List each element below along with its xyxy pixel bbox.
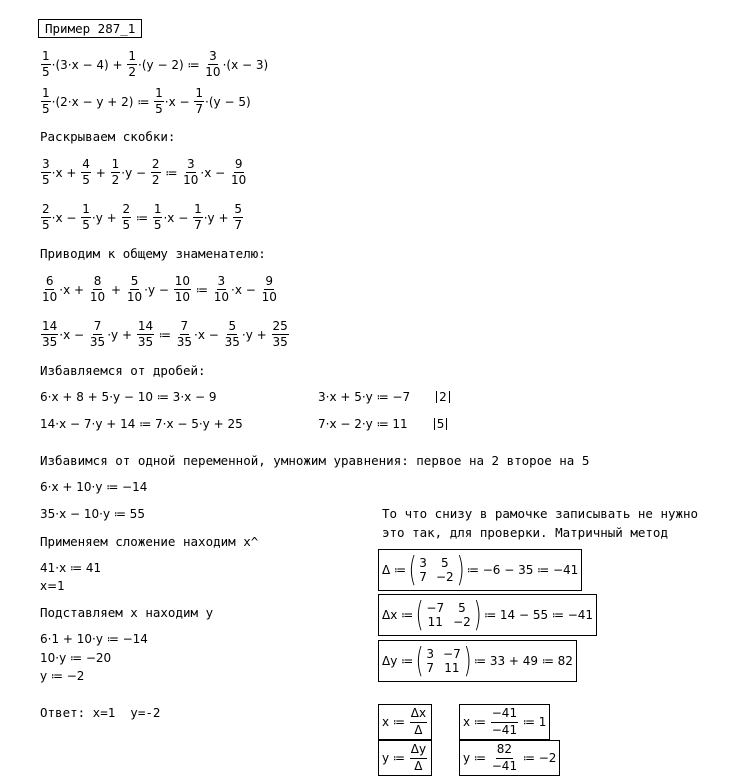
- heading-substitute: Подставляем x находим y: [40, 605, 214, 620]
- heading-open-brackets: Раскрываем скобки:: [40, 129, 176, 144]
- solution-y-formula: y ≔ $\frac{\Delta y}{\Delta}$: [378, 740, 432, 776]
- heading-addition: Применяем сложение находим x^: [40, 534, 259, 549]
- note-line-2: это так, для проверки. Матричный метод: [382, 525, 668, 540]
- solution-y-value: y ≔ $\frac{82}{-41}$ ≔ −2: [459, 740, 560, 776]
- equation-11: 41·x ≔ 41: [40, 561, 102, 575]
- matrix-delta: ( 3 5 7 −2 ): [408, 550, 465, 590]
- note-line-1: То что снизу в рамочке записывать не нужно: [382, 506, 699, 521]
- equation-4: $\frac{2}{5}$ · x − $\frac{1}{5}$ · y + $\frac{2}{5}$ ≔ $\frac{1}{5}$ · x − $\frac{1}{7}$ · y + $\frac{5}{7}$: [42, 202, 242, 233]
- multiplier-1: 2: [436, 391, 450, 403]
- equation-9: 6·x + 10·y ≔ −14: [40, 480, 148, 494]
- equation-3: $\frac{3}{5}$ · x + $\frac{4}{5}$ + $\frac{1}{2}$ · y − $\frac{2}{2}$ ≔ $\frac{3}{10}$ · x − $\frac{9}{10}$: [42, 157, 247, 188]
- equation-1: $\frac{1}{5}$ · (3·x − 4) + $\frac{1}{2}$ · (y − 2) ≔ $\frac{3}{10}$ · (x − 3): [42, 49, 269, 80]
- equation-2: $\frac{1}{5}$ · (2·x − y + 2) ≔ $\frac{1}{5}$ · x − $\frac{1}{7}$ · (y − 5): [42, 86, 251, 117]
- heading-eliminate-variable: Избавимся от одной переменной, умножим уравнения: первое на 2 второе на 5: [40, 453, 590, 468]
- equation-15: y ≔ −2: [40, 669, 85, 683]
- determinant-x-box: Δx ≔ ( −7 5 11 −2 ) ≔ 14 − 55 ≔ −41: [378, 594, 597, 636]
- multiplier-2: 5: [434, 418, 448, 430]
- equation-12: x=1: [40, 579, 65, 593]
- equation-6: $\frac{14}{35}$ · x − $\frac{7}{35}$ · y + $\frac{14}{35}$ ≔ $\frac{7}{35}$ · x − $\frac{5}{35}$ · y + $\frac{25}{35}$: [42, 319, 288, 350]
- equation-8: 14·x − 7·y + 14 ≔ 7·x − 5·y + 25: [40, 417, 243, 431]
- solution-x-value: x ≔ $\frac{-41}{-41}$ ≔ 1: [459, 704, 550, 740]
- equation-7: 6·x + 8 + 5·y − 10 ≔ 3·x − 9: [40, 390, 217, 404]
- solution-x-formula: x ≔ $\frac{\Delta x}{\Delta}$: [378, 704, 432, 740]
- answer: Ответ: x=1 y=-2: [40, 705, 161, 720]
- heading-common-denominator: Приводим к общему знаменателю:: [40, 246, 266, 261]
- determinant-box: Δ ≔ ( 3 5 7 −2 ) ≔ −6 − 35 ≔ −41: [378, 549, 582, 591]
- equation-14: 10·y ≔ −20: [40, 651, 112, 665]
- equation-10: 35·x − 10·y ≔ 55: [40, 507, 145, 521]
- equation-8-simplified: 7·x − 2·y ≔ 11 5: [318, 418, 447, 430]
- matrix-delta-x: ( −7 5 11 −2 ): [415, 595, 482, 635]
- equation-7-simplified: 3·x + 5·y ≔ −7 2: [318, 391, 450, 403]
- heading-remove-fractions: Избавляемся от дробей:: [40, 363, 206, 378]
- equation-13: 6·1 + 10·y ≔ −14: [40, 632, 148, 646]
- example-title: Пример 287_1: [38, 19, 142, 38]
- equation-5: $\frac{6}{10}$ · x + $\frac{8}{10}$ + $\frac{5}{10}$ · y − $\frac{10}{10}$ ≔ $\frac{3}{10}$ · x − $\frac{9}{10}$: [42, 274, 277, 305]
- determinant-y-box: Δy ≔ ( 3 −7 7 11 ) ≔ 33 + 49 ≔ 82: [378, 640, 577, 682]
- matrix-delta-y: ( 3 −7 7 11 ): [415, 641, 472, 681]
